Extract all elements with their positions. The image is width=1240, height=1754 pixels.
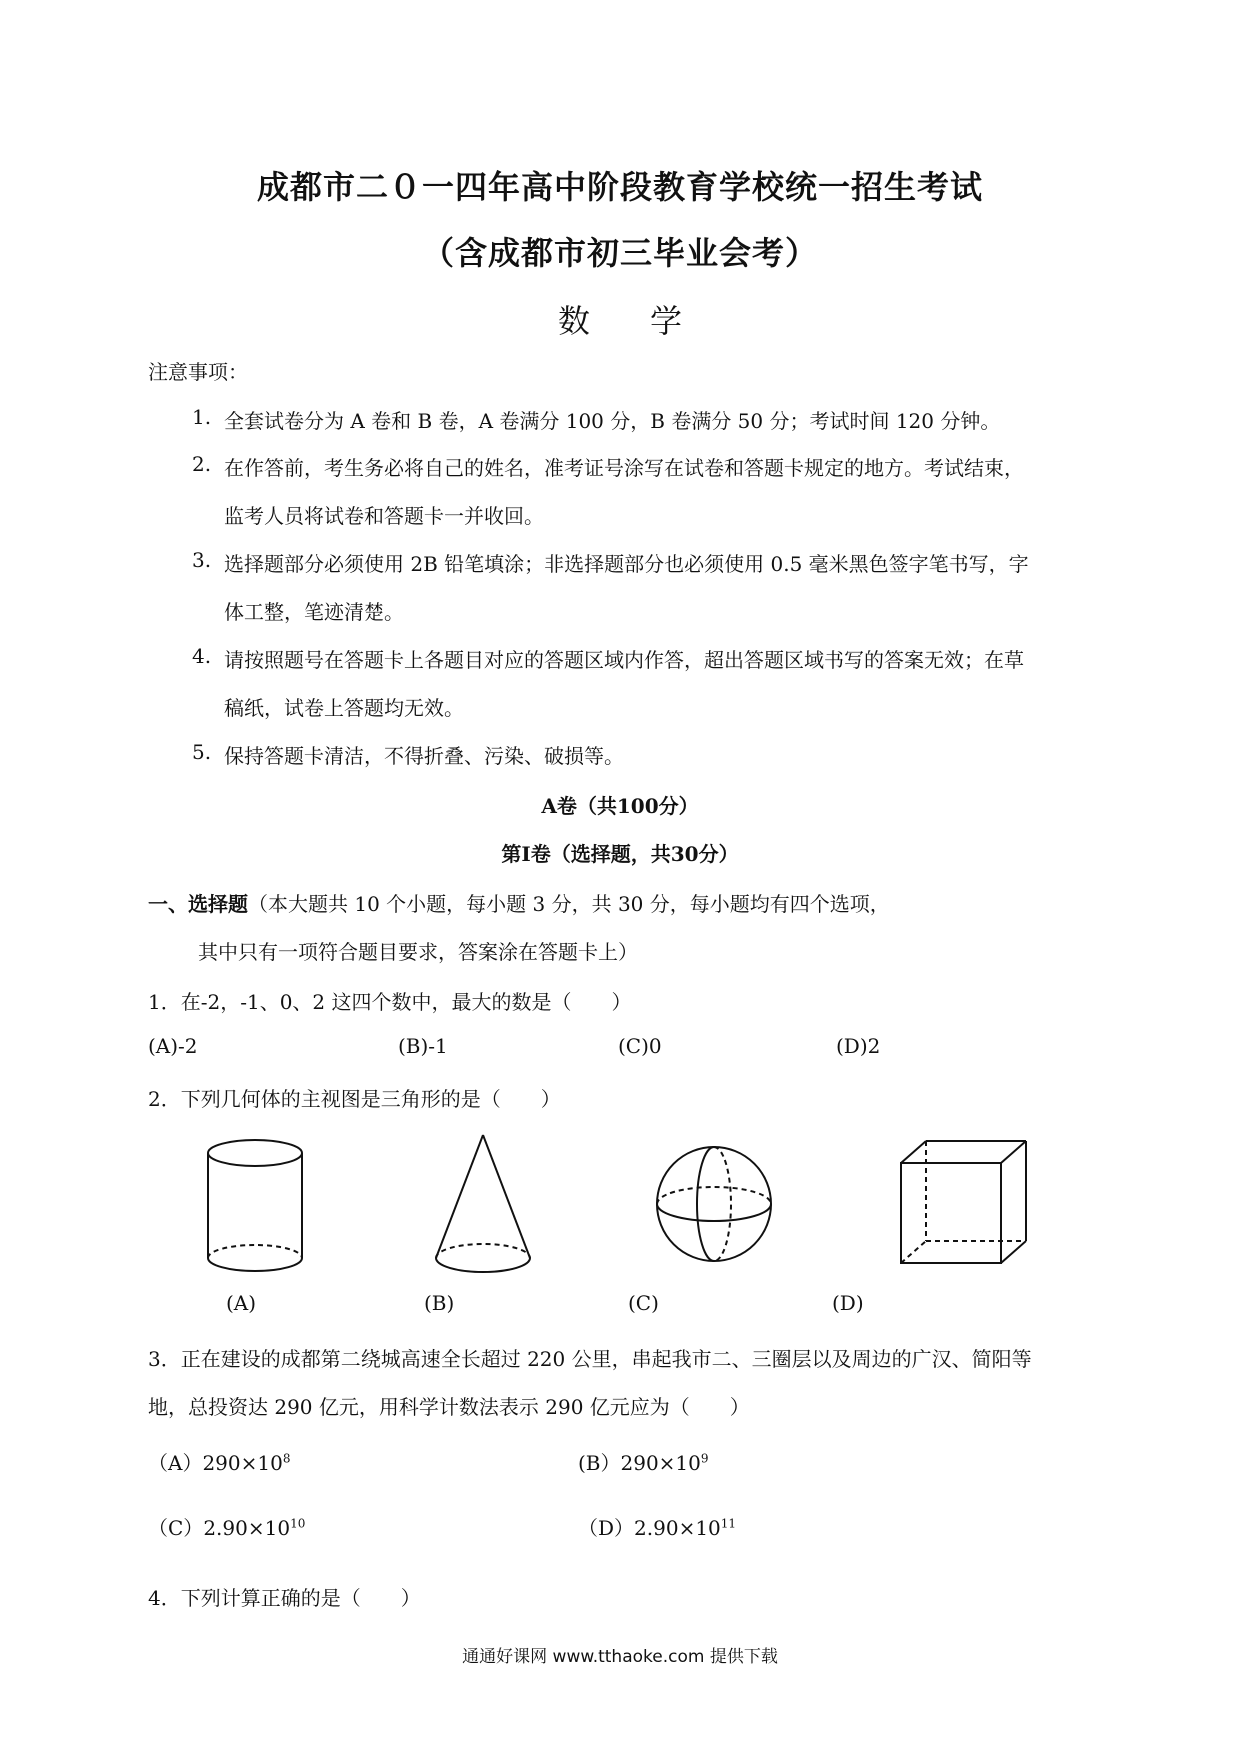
note-number: 1.	[192, 405, 212, 429]
figure-label-a: (A)	[226, 1291, 257, 1315]
exam-subtitle: （含成都市初三毕业会考）	[421, 234, 818, 272]
figure-label-b: (B)	[424, 1291, 455, 1315]
note-text: 请按照题号在答题卡上各题目对应的答题区域内作答，超出答题区域书写的答案无效；在草	[224, 648, 1024, 672]
option-exponent: 9	[700, 1451, 709, 1466]
notes-heading: 注意事项：	[148, 360, 248, 384]
question-1-option-d: (D)2	[836, 1034, 881, 1058]
note-text: 监考人员将试卷和答题卡一并收回。	[224, 504, 544, 528]
section-a-title: A卷（共100分）	[541, 794, 699, 818]
sphere-icon	[652, 1134, 776, 1278]
option-exponent: 11	[720, 1516, 737, 1531]
cube-icon	[896, 1136, 1032, 1280]
option-base: 2.90×10	[203, 1516, 291, 1540]
exam-title: 成都市二０一四年高中阶段教育学校统一招生考试	[256, 168, 983, 206]
option-label: （A）	[148, 1451, 203, 1475]
cone-icon	[428, 1130, 538, 1284]
question-4-stem: 4．下列计算正确的是（ ）	[148, 1586, 421, 1610]
note-text: 稿纸，试卷上答题均无效。	[224, 696, 464, 720]
question-1-option-a: (A)-2	[148, 1034, 198, 1058]
part-1-title: 第Ⅰ卷（选择题，共30分）	[501, 842, 739, 866]
note-number: 3.	[192, 548, 212, 572]
option-base: 290×10	[202, 1451, 283, 1475]
question-3-option-d	[578, 1512, 736, 1541]
question-1-option-b: (B)-1	[398, 1034, 448, 1058]
instruction-label: 一、选择题	[148, 892, 248, 916]
option-exponent: 8	[282, 1451, 291, 1466]
question-2-stem: 2．下列几何体的主视图是三角形的是（ ）	[148, 1087, 561, 1111]
question-3-option-c	[148, 1512, 305, 1541]
note-number: 5.	[192, 740, 212, 764]
subject-title: 数学	[557, 302, 742, 340]
question-3-option-b	[578, 1447, 709, 1476]
option-label: （C）	[148, 1516, 204, 1540]
option-label: （D）	[578, 1516, 635, 1540]
question-3-stem: 3．正在建设的成都第二绕城高速全长超过 220 公里，串起我市二、三圈层以及周边的广汉、简阳等	[148, 1347, 1032, 1371]
instruction-text-continued: 其中只有一项符合题目要求，答案涂在答题卡上）	[198, 940, 638, 964]
option-base: 290×10	[620, 1451, 701, 1475]
note-text: 选择题部分必须使用 2B 铅笔填涂；非选择题部分也必须使用 0.5 毫米黑色签字笔书写，字	[224, 552, 1029, 576]
section-instruction	[148, 888, 890, 917]
option-base: 2.90×10	[634, 1516, 721, 1540]
note-text: 在作答前，考生务必将自己的姓名，准考证号涂写在试卷和答题卡规定的地方。考试结束，	[224, 456, 1024, 480]
note-text: 体工整，笔迹清楚。	[224, 600, 404, 624]
cylinder-icon	[200, 1138, 310, 1282]
question-1-stem: 1．在-2，-1、0、2 这四个数中，最大的数是（ ）	[148, 990, 632, 1014]
option-exponent: 10	[290, 1516, 306, 1531]
page-footer: 通通好课网 www.tthaoke.com 提供下载	[462, 1647, 778, 1667]
note-text: 保持答题卡清洁，不得折叠、污染、破损等。	[224, 744, 624, 768]
figure-label-d: (D)	[832, 1291, 864, 1315]
question-3-stem-continued: 地，总投资达 290 亿元，用科学计数法表示 290 亿元应为（ ）	[148, 1395, 750, 1419]
option-label: (B）	[578, 1451, 621, 1475]
figure-label-c: (C)	[628, 1291, 659, 1315]
question-3-option-a	[148, 1447, 290, 1476]
note-number: 4.	[192, 644, 212, 668]
question-1-option-c: (C)0	[618, 1034, 662, 1058]
note-text: 全套试卷分为 A 卷和 B 卷，A 卷满分 100 分，B 卷满分 50 分；考试时间 120 分钟。	[224, 409, 1001, 433]
instruction-text: （本大题共 10 个小题，每小题 3 分，共 30 分，每小题均有四个选项，	[248, 892, 890, 916]
note-number: 2.	[192, 452, 212, 476]
